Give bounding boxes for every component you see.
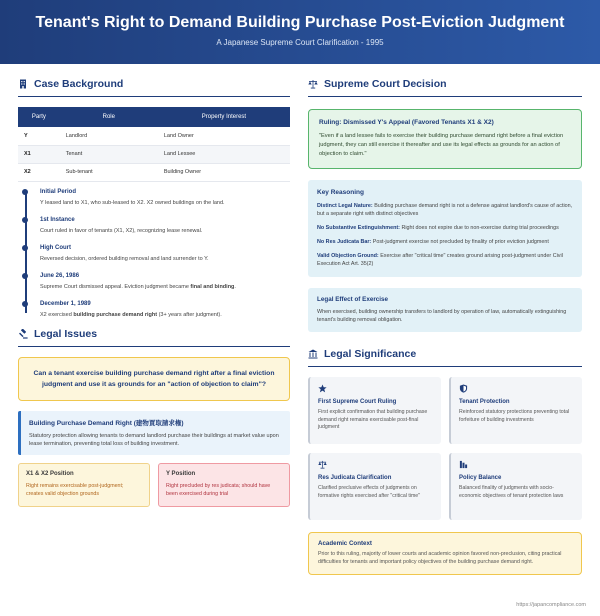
significance-card <box>449 453 582 520</box>
position-title: Y Position <box>166 470 196 477</box>
timeline-desc: Y leased land to X1, who sub-leased to X2. X2 owned buildings on the land. <box>40 199 225 206</box>
right-column <box>308 78 582 575</box>
significance-card <box>308 453 441 520</box>
timeline-item <box>40 244 290 263</box>
legal-issues-title: Legal Issues <box>34 327 98 340</box>
context-title: Academic Context <box>318 540 372 547</box>
timeline-item <box>40 216 290 235</box>
institution-icon <box>308 349 318 359</box>
shield-icon <box>459 384 468 393</box>
card-title: Tenant Protection <box>459 399 510 405</box>
ruling-box <box>308 109 582 169</box>
case-timeline <box>18 188 290 319</box>
decision-title: Supreme Court Decision <box>324 78 447 90</box>
timeline-desc: X2 exercised building purchase demand right (3+ years after judgment). <box>40 311 222 318</box>
legal-issues-heading <box>18 328 290 347</box>
page-subtitle: A Japanese Supreme Court Clarification - 1995 <box>216 38 384 47</box>
timeline-dot <box>22 301 28 307</box>
timeline-dot <box>22 245 28 251</box>
party-cell: Y <box>18 127 60 145</box>
table-row <box>18 163 290 181</box>
case-background-heading <box>18 78 290 97</box>
context-desc: Prior to this ruling, majority of lower courts and academic opinion favored non-preclusion, citing practical difficulties for tenants and important policy objectives of the building purchase demand right. <box>318 551 562 565</box>
card-desc: Clarified preclusive effects of judgments on formative rights exercised after "critical time" <box>318 485 420 499</box>
significance-card <box>308 377 441 444</box>
star-icon <box>318 384 327 393</box>
timeline-date: December 1, 1989 <box>40 300 91 307</box>
building-icon <box>18 79 28 89</box>
table-header-interest: Property Interest <box>158 107 290 127</box>
timeline-item <box>40 272 290 291</box>
source-link[interactable]: https://japancompliance.com <box>516 602 586 608</box>
effect-desc: When exercised, building ownership transfers to landlord by operation of law, automatically extinguishing tenant's building removal obligation. <box>317 309 567 323</box>
role-cell: Landlord <box>60 127 158 145</box>
position-desc: Right precluded by res judicata; should have been exercised during trial <box>166 482 271 497</box>
reasoning-item: No Substantive Extinguishment: Right does not expire due to non-exercise during trial proceedings <box>317 225 559 231</box>
party-table <box>18 107 290 182</box>
legal-effect-box <box>308 288 582 332</box>
timeline-date: June 26, 1986 <box>40 272 80 279</box>
interest-cell: Land Lessee <box>158 145 290 163</box>
ruling-quote: "Even if a land lessee fails to exercise their building purchase demand right before a final eviction judgment, they can still exercise it thereafter and use its legal effects as grounds for an action of objection to claim." <box>319 133 564 157</box>
significance-card <box>449 377 582 444</box>
party-cell: X1 <box>18 145 60 163</box>
timeline-item <box>40 300 290 319</box>
balance-icon <box>459 460 468 469</box>
timeline-dot <box>22 217 28 223</box>
table-row <box>18 127 290 145</box>
table-header-party: Party <box>18 107 60 127</box>
scale-icon <box>308 79 318 89</box>
right-definition-title: Building Purchase Demand Right (建物買取請求権) <box>29 419 184 427</box>
scale-icon <box>318 460 327 469</box>
table-row <box>18 145 290 163</box>
party-positions <box>18 463 290 507</box>
timeline-desc: Reversed decision, ordered building removal and land surrender to Y. <box>40 255 209 262</box>
timeline-dot <box>22 189 28 195</box>
emphasis-text: building purchase demand right <box>73 311 158 318</box>
left-column <box>18 78 290 507</box>
right-definition-desc: Statutory protection allowing tenants to demand landlord purchase their buildings at market value upon lease termination, preventing total loss of building investment. <box>29 432 279 447</box>
card-title: Res Judicata Clarification <box>318 475 392 481</box>
card-desc: First explicit confirmation that building purchase demand right remains exercisable post-final judgment <box>318 409 428 431</box>
role-cell: Tenant <box>60 145 158 163</box>
card-desc: Balanced finality of judgments with socio-economic objectives of tenant protection laws <box>459 485 564 499</box>
table-header-role: Role <box>60 107 158 127</box>
significance-grid <box>308 377 582 520</box>
decision-heading <box>308 78 582 97</box>
interest-cell: Building Owner <box>158 163 290 181</box>
effect-title: Legal Effect of Exercise <box>317 296 389 303</box>
timeline-desc: Supreme Court dismissed appeal. Eviction judgment became final and binding. <box>40 283 236 290</box>
timeline-dot <box>22 273 28 279</box>
emphasis-text: final and binding <box>190 283 235 290</box>
card-title: First Supreme Court Ruling <box>318 399 397 405</box>
ruling-title: Ruling: Dismissed Y's Appeal (Favored Tenants X1 & X2) <box>319 119 494 126</box>
reasoning-item: No Res Judicata Bar: Post-judgment exercise not precluded by finality of prior eviction judgment <box>317 239 549 245</box>
timeline-date: High Court <box>40 244 71 251</box>
reasoning-title: Key Reasoning <box>317 189 364 196</box>
timeline-item <box>40 188 290 207</box>
gavel-icon <box>18 329 28 339</box>
academic-context-box <box>308 532 582 575</box>
position-desc: Right remains exercisable post-judgment; creates valid objection grounds <box>26 482 124 497</box>
tenant-position-card <box>18 463 150 507</box>
card-desc: Reinforced statutory protections preventing total forfeiture of building investments <box>459 409 570 423</box>
timeline-date: Initial Period <box>40 188 77 195</box>
right-definition-box <box>18 411 290 455</box>
key-reasoning-box <box>308 180 582 277</box>
card-title: Policy Balance <box>459 475 502 481</box>
timeline-date: 1st Instance <box>40 216 75 223</box>
reasoning-item: Distinct Legal Nature: Building purchase demand right is not a defense against landlord's cause of action, but a separate right with distinct objectives <box>317 203 573 217</box>
position-title: X1 & X2 Position <box>26 470 74 477</box>
timeline-desc: Court ruled in favor of tenants (X1, X2), recognizing lease renewal. <box>40 227 203 234</box>
role-cell: Sub-tenant <box>60 163 158 181</box>
interest-cell: Land Owner <box>158 127 290 145</box>
page-title: Tenant's Right to Demand Building Purchase Post-Eviction Judgment <box>35 14 565 31</box>
significance-title: Legal Significance <box>324 348 417 360</box>
reasoning-item: Valid Objection Ground: Exercise after "critical time" creates ground arising post-judgment under Civil Execution Act Art. 35(2) <box>317 253 563 267</box>
party-cell: X2 <box>18 163 60 181</box>
significance-heading <box>308 348 582 367</box>
legal-question: Can a tenant exercise building purchase demand right after a final eviction judgment and use it as grounds for an "action of objection to claim"? <box>18 357 290 401</box>
landlord-position-card <box>158 463 290 507</box>
case-background-title: Case Background <box>34 78 124 90</box>
page-header <box>0 0 600 64</box>
